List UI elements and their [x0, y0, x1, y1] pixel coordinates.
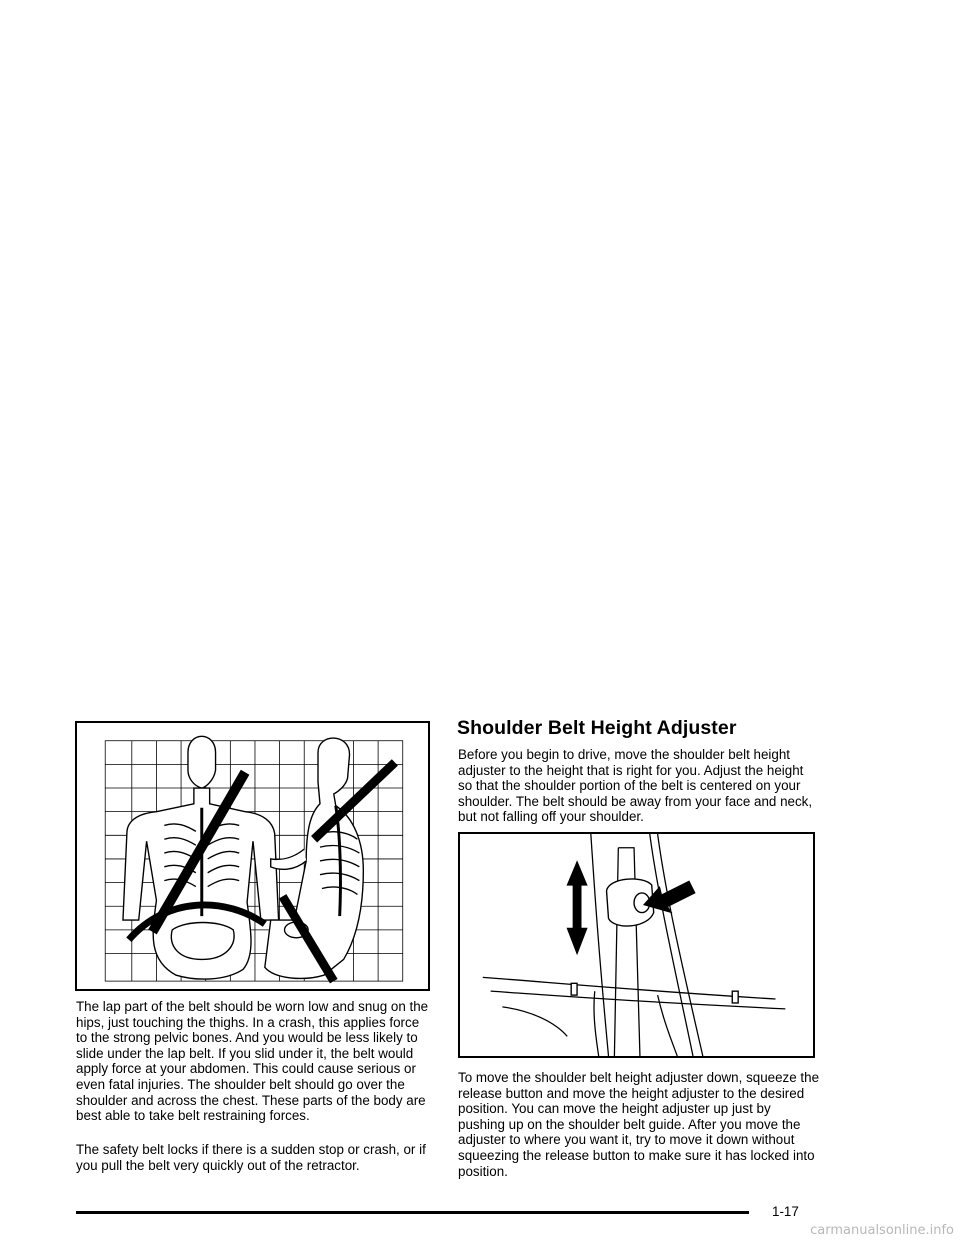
belt-position-illustration: [75, 721, 430, 991]
up-down-arrow-icon: [567, 862, 587, 954]
lap-belt-paragraph: The lap part of the belt should be worn low and snug on the hips, just touching the thighs. In a crash, this applies force to the strong pelvic bones. And you would be less likely to slide under the lap belt. If you slid under it, the belt would apply force at your abdomen. This could cause serious or even fatal injuries. The shoulder belt should go over the shoulder and across the chest. These parts of the body are best able to take belt restraining forces.: [76, 999, 429, 1124]
adjuster-intro-paragraph: Before you begin to drive, move the shoulder belt height adjuster to the height that is right for you. Adjust the height so that the shoulder portion of the belt is centered on your shoulder. The belt should be away from your face and neck, but not falling off your shoulder.: [458, 747, 813, 825]
page-number: 1-17: [772, 1204, 799, 1219]
skeleton-belt-diagram: [77, 723, 428, 989]
adjuster-diagram: [460, 834, 813, 1056]
height-adjuster-illustration: [458, 832, 815, 1058]
belt-lock-paragraph: The safety belt locks if there is a sudden stop or crash, or if you pull the belt very quickly out of the retractor.: [76, 1142, 426, 1173]
footer-rule: [76, 1211, 749, 1214]
pillar-lines: [483, 834, 786, 1056]
adjuster-procedure-paragraph: To move the shoulder belt height adjuster down, squeeze the release button and move the height adjuster to the desired position. You can move the height adjuster up just by pushing up on the shoulder belt guide. After you move the adjuster to where you want it, try to move it down without squeezing the release button to make sure it has locked into position.: [458, 1070, 820, 1179]
watermark-text: carmanualsonline.info: [810, 1223, 954, 1238]
section-heading: Shoulder Belt Height Adjuster: [457, 717, 737, 739]
